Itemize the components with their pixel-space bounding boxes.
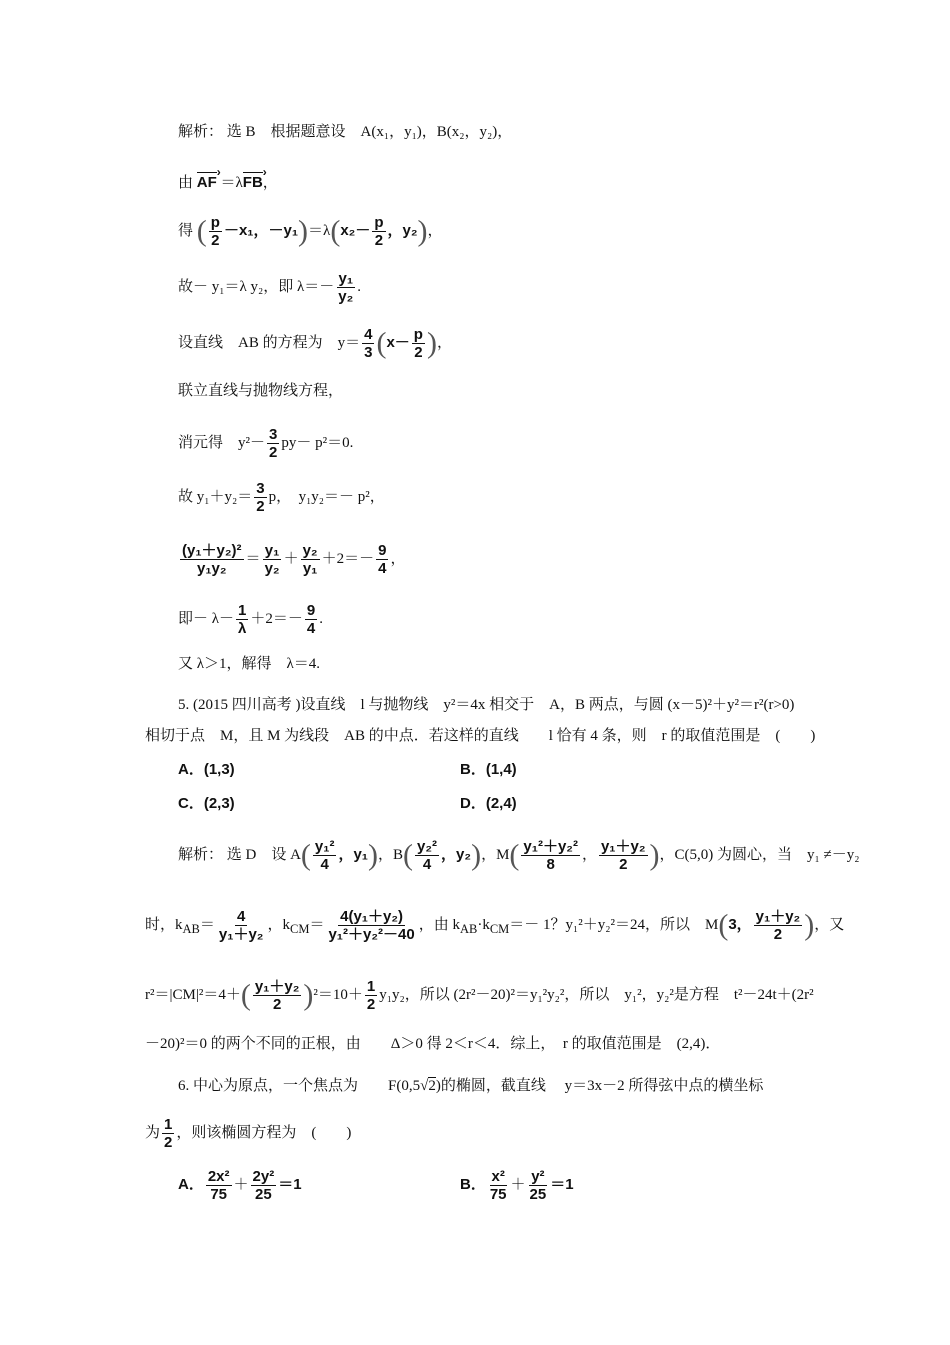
fraction-4-over-3: $\frac{4}{3}$	[364, 326, 373, 361]
text: 消元得 y²－	[178, 434, 265, 451]
text: ，k	[267, 916, 290, 933]
text: ＋	[233, 1176, 249, 1193]
vieta-relations	[178, 480, 385, 515]
text: ，	[581, 846, 597, 863]
text: p， y₁y₂＝－ p²，	[268, 488, 385, 505]
subscript-cm: CM	[489, 921, 510, 936]
fraction-p-over-2: $\frac{p}{2}$	[374, 214, 384, 249]
combine-text: 联立直线与抛物线方程，	[178, 383, 344, 399]
text: ，M	[481, 846, 510, 863]
option-6b	[460, 1168, 574, 1203]
paren: )	[426, 326, 437, 360]
text: ，	[262, 175, 278, 191]
text: py－ p²＝0.	[281, 434, 354, 451]
text: ＋2＝－	[250, 610, 303, 627]
paren: )	[298, 214, 309, 248]
text: )的椭圆，截直线 y＝3x－2 所得弦中点的横坐标	[435, 1078, 764, 1094]
text: x－	[386, 333, 410, 351]
text: .	[319, 610, 323, 627]
text: ＋	[283, 550, 299, 567]
text: ＝	[199, 916, 215, 933]
text: ，	[427, 222, 443, 239]
text: ＋	[510, 1176, 526, 1193]
paren: (	[718, 908, 729, 942]
fraction-sum-over-2: $\frac{\text{y₁＋y₂}}{2}$	[254, 978, 300, 1013]
text: A．	[178, 1175, 204, 1193]
text: 设直线 AB 的方程为 y＝	[178, 334, 361, 351]
fraction-y1-over-y2: $\frac{\text{y₁}}{\text{y₂}}$	[338, 270, 354, 305]
paren: )	[303, 978, 314, 1012]
paren: (	[376, 326, 387, 360]
paren: (	[196, 214, 207, 248]
fraction-sum-over-2: $\frac{\text{y₁＋y₂}}{2}$	[600, 838, 646, 873]
fraction-sum-squared-over-product: $\frac{\text{(y₁＋y₂)²}}{\text{y₁y₂}}$	[182, 542, 242, 577]
text: 由	[178, 175, 197, 191]
sqrt-symbol: √	[420, 1078, 429, 1094]
text: ，C(5,0) 为圆心，当 y₁ ≠－y₂	[659, 846, 860, 863]
fraction-3-over-2: $\frac{3}{2}$	[269, 426, 278, 461]
vector-fb: FB ›	[243, 172, 263, 193]
text: 3，	[728, 915, 752, 933]
text: y₁y₂，所以 (2r²－20)²＝y₁²y₂²，所以 y₁²，y₂²是方程 t²－24t＋(2r²	[379, 986, 814, 1003]
paren: (	[300, 838, 311, 872]
fraction-3-over-2: $\frac{3}{2}$	[256, 480, 265, 515]
text: ＝	[245, 550, 261, 567]
text: －x₁，－y₁	[223, 221, 299, 239]
solution-5-points	[178, 838, 859, 873]
vector-relation	[178, 172, 278, 193]
text: ，y₂	[441, 845, 472, 863]
fraction-y1-over-y2: $\frac{\text{y₁}}{\text{y₂}}$	[264, 542, 280, 577]
text: ，由 k	[418, 916, 460, 933]
lambda-relation	[178, 270, 361, 305]
text: ，	[436, 334, 452, 351]
subscript-ab: AB	[182, 921, 200, 936]
text: B．	[460, 1175, 486, 1193]
text: ，y₁	[338, 845, 369, 863]
text: x₂－	[340, 221, 371, 239]
text: ，B	[378, 846, 404, 863]
text: ＝λ	[216, 175, 243, 191]
option-6a	[178, 1168, 302, 1203]
solution-4-answer: 又 λ＞1，解得 λ＝4.	[178, 656, 321, 672]
text: ，则该椭圆方程为 ( )	[176, 1124, 352, 1141]
text: 6. 中心为原点，一个焦点为 F(0,5	[178, 1078, 421, 1094]
text: 即－ λ－	[178, 610, 235, 627]
line-equation	[178, 326, 452, 361]
text: .	[357, 278, 362, 295]
text: ，	[390, 550, 406, 567]
paren: )	[471, 838, 482, 872]
text: ＝－ 1？y₁²＋y₂²＝24，所以 M	[509, 916, 719, 933]
vector-af: AF ›	[197, 172, 217, 193]
subscript-cm: CM	[289, 921, 310, 936]
fraction-sumsq-over-8: $\frac{\text{y₁²＋y₂²}}{8}$	[523, 838, 578, 873]
text: 得	[178, 222, 197, 239]
fraction-1-over-2: $\frac{1}{2}$	[164, 1116, 173, 1151]
option-5b: B．(1,4)	[460, 761, 517, 778]
text: 故－ y₁＝λ y₂，即 λ＝－	[178, 278, 335, 295]
text: ＝	[309, 916, 325, 933]
paren: (	[403, 838, 414, 872]
fraction-9-over-4: $\frac{9}{4}$	[306, 602, 316, 637]
paren: )	[649, 838, 660, 872]
sqrt-radicand: 2	[428, 1078, 436, 1094]
paren: )	[368, 838, 379, 872]
option-5a: A．(1,3)	[178, 761, 235, 778]
text: ＋2＝－	[321, 550, 375, 567]
paren: (	[330, 214, 341, 248]
fraction-9-over-4: $\frac{9}{4}$	[378, 542, 387, 577]
fraction-2x2-over-75: $\frac{\text{2x²}}{75}$	[207, 1168, 230, 1203]
fraction-x2-over-75: $\frac{\text{x²}}{75}$	[489, 1168, 507, 1203]
option-5d: D．(2,4)	[460, 795, 517, 812]
text: ＝λ	[308, 222, 331, 239]
fraction-p-over-2: $\frac{p}{2}$	[210, 214, 220, 249]
text: 为	[145, 1124, 161, 1141]
text: ²＝10＋	[313, 986, 363, 1003]
fraction-1-over-lambda: $\frac{1}{\lambda}$	[238, 602, 247, 637]
text: 解析： 选 D 设 A	[178, 846, 301, 863]
fraction-y2sq-over-4: $\frac{\text{y₂²}}{4}$	[417, 838, 438, 873]
text: 时，k	[145, 916, 183, 933]
fraction-y1sq-over-4: $\frac{\text{y₁²}}{4}$	[314, 838, 335, 873]
eliminate-equation	[178, 426, 353, 461]
paren: (	[509, 838, 520, 872]
solution-5-slopes	[145, 908, 844, 943]
fraction-kcm: $\frac{\text{4(y₁＋y₂)}}{\text{y₁²＋y₂²－40}}$	[328, 908, 415, 943]
option-5c: C．(2,3)	[178, 795, 235, 812]
solution-5-conclusion: －20)²＝0 的两个不同的正根，由 Δ＞0 得 2＜r＜4．综上， r 的取值范围是 (2,4)．	[145, 1036, 721, 1052]
coordinate-equation	[178, 214, 443, 249]
text: r²＝|CM|²＝4＋	[145, 986, 241, 1003]
text: 故 y₁＋y₂＝	[178, 488, 253, 505]
fraction-1-over-2: $\frac{1}{2}$	[366, 978, 376, 1013]
question-5-line-2: 相切于点 M，且 M 为线段 AB 的中点．若这样的直线 l 恰有 4 条，则 r 的取值范围是 ( )	[145, 728, 816, 744]
fraction-sum-over-2: $\frac{\text{y₁＋y₂}}{2}$	[755, 908, 801, 943]
fraction-2y2-over-25: $\frac{\text{2y²}}{25}$	[252, 1168, 275, 1203]
paren: )	[417, 214, 428, 248]
question-6-line-1	[178, 1076, 763, 1096]
solution-4-intro: 解析： 选 B 根据题意设 A(x₁，y₁)，B(x₂，y₂)，	[178, 124, 513, 140]
lambda-equation	[178, 602, 323, 637]
text: ＝1	[278, 1175, 302, 1193]
text: ·k	[477, 916, 490, 933]
paren: )	[804, 908, 815, 942]
fraction-y2-over-y1: $\frac{\text{y₂}}{\text{y₁}}$	[302, 542, 318, 577]
text: ＝1	[550, 1175, 574, 1193]
paren: (	[240, 978, 251, 1012]
subscript-ab: AB	[459, 921, 478, 936]
fraction-p-over-2: $\frac{p}{2}$	[413, 326, 423, 361]
question-6-line-2	[145, 1116, 351, 1151]
question-5-line-1: 5. (2015 四川高考 )设直线 l 与抛物线 y²＝4x 相交于 A，B 两点，与圆 (x－5)²＋y²＝r²(r>0)	[178, 697, 795, 713]
fraction-y2-over-25: $\frac{\text{y²}}{25}$	[529, 1168, 547, 1203]
ratio-equation	[178, 542, 405, 577]
text: ，y₂	[387, 221, 418, 239]
text: ，又	[814, 916, 845, 933]
solution-5-radius	[145, 978, 814, 1013]
fraction-kab: $\frac{4}{\text{y₁＋y₂}}$	[218, 908, 264, 943]
